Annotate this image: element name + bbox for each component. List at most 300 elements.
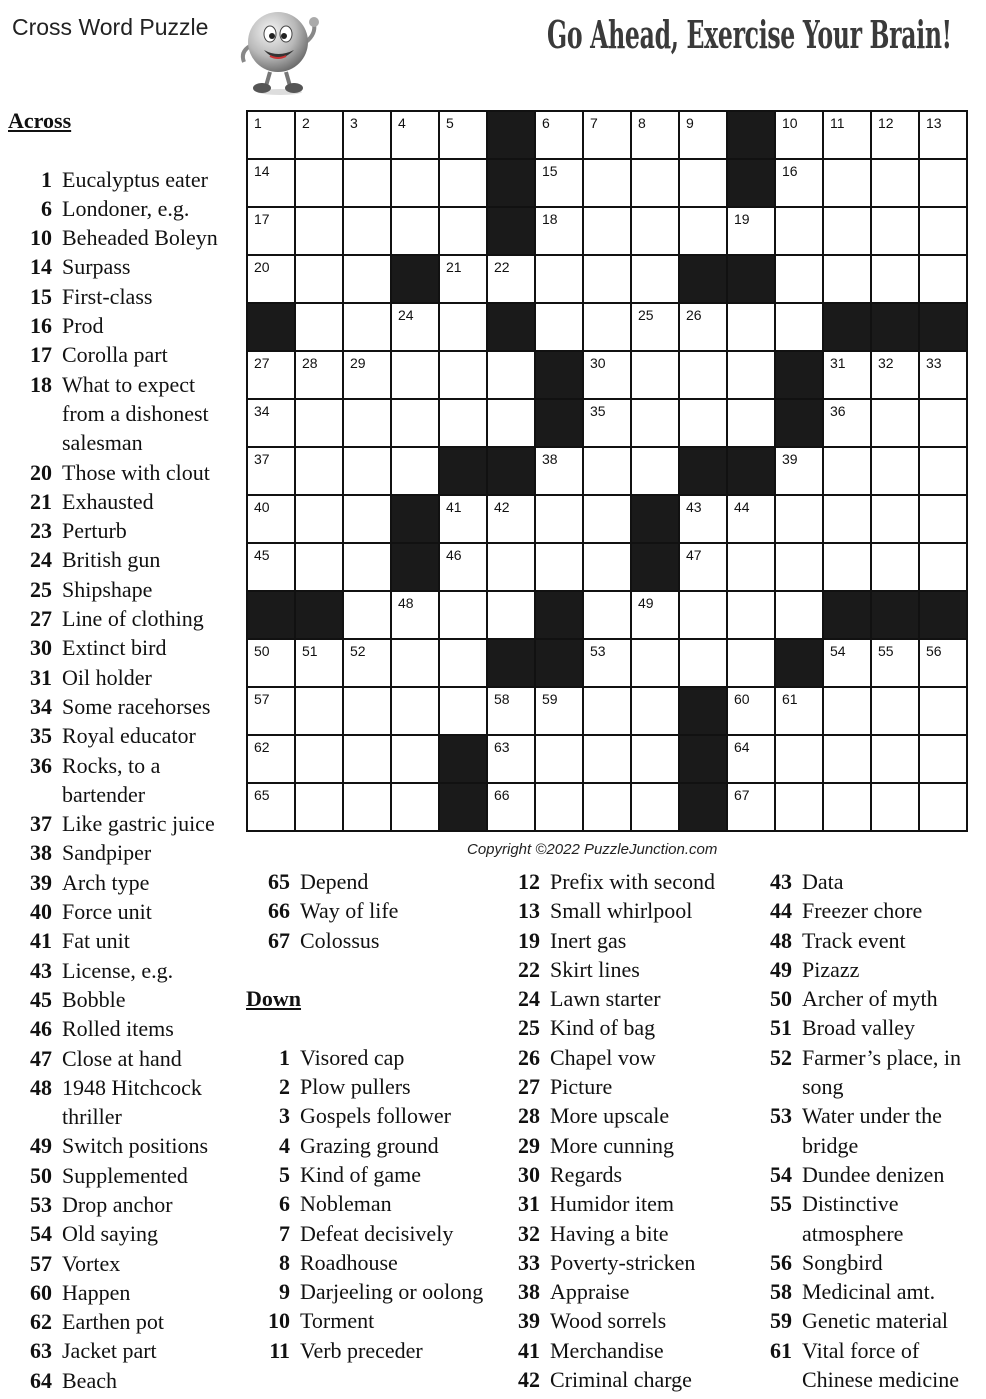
clue-item	[496, 1043, 746, 1072]
grid-cell[interactable]	[776, 688, 822, 734]
grid-cell[interactable]	[680, 592, 726, 638]
grid-cell[interactable]	[392, 736, 438, 782]
grid-cell[interactable]	[344, 736, 390, 782]
grid-cell[interactable]	[920, 496, 966, 542]
clue-item	[496, 1219, 746, 1248]
grid-cell[interactable]	[392, 688, 438, 734]
grid-cell[interactable]	[824, 544, 870, 590]
grid-cell[interactable]	[344, 640, 390, 686]
grid-cell[interactable]	[248, 496, 294, 542]
grid-cell[interactable]	[920, 448, 966, 494]
grid-cell[interactable]	[824, 448, 870, 494]
grid-cell[interactable]	[584, 400, 630, 446]
grid-cell[interactable]	[296, 496, 342, 542]
grid-cell[interactable]	[776, 544, 822, 590]
grid-cell[interactable]	[584, 592, 630, 638]
clue-number: 61	[770, 1337, 792, 1363]
clue-item	[496, 1160, 746, 1189]
clue-item	[8, 868, 238, 897]
grid-cell[interactable]	[824, 352, 870, 398]
cell-number: 65	[254, 787, 270, 803]
grid-cell[interactable]	[872, 256, 918, 302]
grid-cell[interactable]	[584, 496, 630, 542]
cell-number: 53	[590, 643, 606, 659]
black-square	[824, 304, 870, 350]
grid-cell[interactable]	[536, 256, 582, 302]
grid-cell[interactable]	[872, 400, 918, 446]
grid-cell[interactable]	[536, 496, 582, 542]
grid-cell[interactable]	[296, 304, 342, 350]
grid-cell[interactable]	[824, 400, 870, 446]
grid-cell[interactable]	[920, 208, 966, 254]
grid-cell[interactable]	[440, 544, 486, 590]
clue-number: 51	[770, 1015, 792, 1041]
grid-cell[interactable]	[920, 544, 966, 590]
grid-cell[interactable]	[344, 352, 390, 398]
grid-cell[interactable]	[536, 160, 582, 206]
clue-text: Nobleman	[300, 1191, 392, 1217]
clue-column-1	[8, 106, 238, 1395]
grid-cell[interactable]	[296, 352, 342, 398]
clue-item	[8, 1073, 238, 1132]
grid-cell[interactable]	[344, 784, 390, 830]
grid-cell[interactable]	[296, 400, 342, 446]
grid-cell[interactable]	[872, 160, 918, 206]
grid-cell[interactable]	[488, 544, 534, 590]
grid-cell[interactable]	[584, 688, 630, 734]
clue-number: 1	[279, 1044, 290, 1070]
clue-number: 14	[30, 254, 52, 280]
clue-text: Defeat decisively	[300, 1220, 454, 1246]
grid-cell[interactable]	[632, 304, 678, 350]
grid-cell[interactable]	[776, 208, 822, 254]
clue-number: 38	[30, 840, 52, 866]
grid-cell[interactable]	[680, 400, 726, 446]
grid-cell[interactable]	[920, 352, 966, 398]
cell-number: 21	[446, 259, 462, 275]
clue-item	[246, 1248, 486, 1277]
clue-text: Broad valley	[802, 1015, 916, 1041]
clue-number: 58	[770, 1279, 792, 1305]
grid-cell[interactable]	[536, 736, 582, 782]
grid-cell[interactable]	[776, 304, 822, 350]
grid-cell[interactable]	[392, 400, 438, 446]
grid-cell[interactable]	[680, 112, 726, 158]
grid-cell[interactable]	[584, 544, 630, 590]
clue-item	[8, 282, 238, 311]
clue-item	[8, 1131, 238, 1160]
grid-cell[interactable]	[824, 688, 870, 734]
grid-cell[interactable]	[872, 496, 918, 542]
clue-number: 39	[518, 1308, 540, 1334]
clue-item	[748, 955, 980, 984]
clue-number: 65	[268, 869, 290, 894]
clue-item	[748, 1101, 980, 1160]
grid-cell[interactable]	[440, 592, 486, 638]
cell-number: 22	[494, 259, 510, 275]
grid-cell[interactable]	[488, 496, 534, 542]
grid-cell[interactable]	[872, 736, 918, 782]
clue-item	[8, 340, 238, 369]
clue-number: 22	[518, 956, 540, 982]
grid-cell[interactable]	[248, 160, 294, 206]
clue-text: Rolled items	[62, 1016, 174, 1042]
clue-item	[8, 633, 238, 662]
grid-cell[interactable]	[296, 112, 342, 158]
clue-number: 30	[30, 635, 52, 661]
grid-cell[interactable]	[392, 640, 438, 686]
black-square	[536, 352, 582, 398]
grid-cell[interactable]	[632, 160, 678, 206]
cell-number: 20	[254, 259, 270, 275]
grid-cell[interactable]	[584, 640, 630, 686]
grid-cell[interactable]	[680, 352, 726, 398]
grid-cell[interactable]	[728, 352, 774, 398]
clue-number: 54	[770, 1161, 792, 1187]
grid-cell[interactable]	[584, 208, 630, 254]
grid-cell[interactable]	[296, 256, 342, 302]
clue-item	[8, 1161, 238, 1190]
grid-cell[interactable]	[632, 688, 678, 734]
grid-cell[interactable]	[728, 688, 774, 734]
grid-cell[interactable]	[776, 160, 822, 206]
grid-cell[interactable]	[872, 640, 918, 686]
grid-cell[interactable]	[632, 592, 678, 638]
grid-cell[interactable]	[728, 640, 774, 686]
grid-cell[interactable]	[344, 256, 390, 302]
grid-cell[interactable]	[872, 448, 918, 494]
grid-cell[interactable]	[728, 400, 774, 446]
grid-cell[interactable]	[824, 496, 870, 542]
grid-cell[interactable]	[680, 544, 726, 590]
clue-item	[748, 1160, 980, 1189]
grid-cell[interactable]	[392, 304, 438, 350]
cell-number: 13	[926, 115, 942, 131]
grid-cell[interactable]	[920, 688, 966, 734]
clue-text: Some racehorses	[62, 693, 211, 719]
grid-cell[interactable]	[296, 208, 342, 254]
clue-item	[496, 1365, 746, 1394]
clue-text: Colossus	[300, 927, 380, 953]
clue-number: 41	[30, 928, 52, 954]
clue-text: Poverty-stricken	[550, 1249, 696, 1275]
clue-number: 32	[518, 1220, 540, 1246]
grid-cell[interactable]	[536, 784, 582, 830]
cell-number: 35	[590, 403, 606, 419]
grid-cell[interactable]	[632, 640, 678, 686]
grid-cell[interactable]	[248, 736, 294, 782]
clue-text: Criminal charge	[550, 1367, 692, 1393]
grid-cell[interactable]	[632, 736, 678, 782]
clue-number: 56	[770, 1249, 792, 1275]
cell-number: 59	[542, 691, 558, 707]
clue-text: Vital force of Chinese medicine	[802, 1337, 960, 1393]
grid-cell[interactable]	[776, 256, 822, 302]
grid-cell[interactable]	[680, 304, 726, 350]
cell-number: 3	[350, 115, 358, 131]
clue-item	[8, 1044, 238, 1073]
clue-item	[496, 867, 746, 896]
grid-cell[interactable]	[392, 592, 438, 638]
cell-number: 64	[734, 739, 750, 755]
grid-cell[interactable]	[440, 256, 486, 302]
clue-column-2	[246, 867, 486, 1365]
grid-cell[interactable]	[776, 496, 822, 542]
cell-number: 24	[398, 307, 414, 323]
clue-item	[496, 1131, 746, 1160]
clue-number: 41	[518, 1337, 540, 1363]
clue-item	[8, 1278, 238, 1307]
grid-cell[interactable]	[872, 352, 918, 398]
cell-number: 39	[782, 451, 798, 467]
clue-number: 27	[30, 606, 52, 632]
grid-cell[interactable]	[728, 496, 774, 542]
grid-cell[interactable]	[440, 304, 486, 350]
grid-cell[interactable]	[728, 592, 774, 638]
cell-number: 4	[398, 115, 406, 131]
clue-number: 21	[30, 488, 52, 514]
cell-number: 7	[590, 115, 598, 131]
grid-cell[interactable]	[680, 160, 726, 206]
grid-cell[interactable]	[296, 688, 342, 734]
grid-cell[interactable]	[728, 784, 774, 830]
grid-cell[interactable]	[920, 784, 966, 830]
grid-cell[interactable]	[296, 544, 342, 590]
grid-cell[interactable]	[824, 256, 870, 302]
grid-cell[interactable]	[920, 256, 966, 302]
grid-cell[interactable]	[296, 160, 342, 206]
grid-cell[interactable]	[536, 448, 582, 494]
grid-cell[interactable]	[440, 208, 486, 254]
clue-number: 67	[268, 927, 290, 953]
grid-cell[interactable]	[248, 400, 294, 446]
grid-cell[interactable]	[872, 544, 918, 590]
grid-cell[interactable]	[776, 448, 822, 494]
grid-cell[interactable]	[248, 112, 294, 158]
grid-cell[interactable]	[344, 304, 390, 350]
black-square	[536, 640, 582, 686]
clue-item	[8, 252, 238, 281]
clue-text: Wood sorrels	[550, 1308, 667, 1334]
black-square	[680, 256, 726, 302]
grid-cell[interactable]	[488, 256, 534, 302]
grid-cell[interactable]	[728, 736, 774, 782]
grid-cell[interactable]	[344, 448, 390, 494]
grid-cell[interactable]	[824, 208, 870, 254]
cell-number: 42	[494, 499, 510, 515]
clue-number: 53	[30, 1191, 52, 1217]
grid-cell[interactable]	[440, 640, 486, 686]
grid-cell[interactable]	[488, 688, 534, 734]
grid-cell[interactable]	[776, 592, 822, 638]
grid-cell[interactable]	[632, 208, 678, 254]
grid-cell[interactable]	[344, 496, 390, 542]
across-heading: Across	[8, 108, 72, 133]
grid-cell[interactable]	[392, 352, 438, 398]
clue-number: 43	[30, 957, 52, 983]
grid-cell[interactable]	[248, 256, 294, 302]
clue-number: 24	[30, 547, 52, 573]
grid-cell[interactable]	[344, 208, 390, 254]
grid-cell[interactable]	[536, 208, 582, 254]
grid-cell[interactable]	[824, 112, 870, 158]
cell-number: 34	[254, 403, 270, 419]
cell-number: 11	[830, 115, 845, 131]
grid-cell[interactable]	[632, 352, 678, 398]
grid-cell[interactable]	[584, 784, 630, 830]
grid-cell[interactable]	[776, 784, 822, 830]
clue-text: Verb preceder	[300, 1337, 423, 1363]
grid-cell[interactable]	[392, 160, 438, 206]
grid-cell[interactable]	[824, 736, 870, 782]
grid-cell[interactable]	[440, 400, 486, 446]
grid-cell[interactable]	[584, 736, 630, 782]
clue-item	[496, 1277, 746, 1306]
grid-cell[interactable]	[584, 256, 630, 302]
grid-cell[interactable]	[440, 496, 486, 542]
clue-number: 34	[30, 693, 52, 719]
grid-cell[interactable]	[440, 688, 486, 734]
grid-cell[interactable]	[872, 112, 918, 158]
clue-item	[748, 1043, 980, 1102]
grid-cell[interactable]	[440, 112, 486, 158]
grid-cell[interactable]	[680, 208, 726, 254]
grid-cell[interactable]	[920, 736, 966, 782]
grid-cell[interactable]	[344, 400, 390, 446]
cell-number: 41	[446, 499, 462, 515]
grid-cell[interactable]	[584, 304, 630, 350]
grid-cell[interactable]	[248, 448, 294, 494]
clue-number: 16	[30, 313, 52, 339]
cell-number: 1	[254, 115, 262, 131]
grid-cell[interactable]	[920, 640, 966, 686]
grid-cell[interactable]	[488, 736, 534, 782]
clue-item	[496, 926, 746, 955]
grid-cell[interactable]	[872, 688, 918, 734]
grid-cell[interactable]	[824, 784, 870, 830]
cell-number: 60	[734, 691, 750, 707]
grid-cell[interactable]	[296, 448, 342, 494]
grid-cell[interactable]	[392, 112, 438, 158]
grid-cell[interactable]	[680, 640, 726, 686]
grid-cell[interactable]	[344, 688, 390, 734]
grid-cell[interactable]	[920, 400, 966, 446]
grid-cell[interactable]	[728, 208, 774, 254]
clue-number: 50	[770, 986, 792, 1012]
grid-cell[interactable]	[248, 208, 294, 254]
grid-cell[interactable]	[488, 592, 534, 638]
grid-cell[interactable]	[248, 784, 294, 830]
grid-cell[interactable]	[296, 784, 342, 830]
clue-text: Picture	[550, 1074, 613, 1100]
clue-item	[246, 1189, 486, 1218]
clue-item	[496, 1101, 746, 1130]
clue-number: 7	[279, 1220, 290, 1246]
grid-cell[interactable]	[632, 400, 678, 446]
clue-item	[496, 1072, 746, 1101]
black-square	[680, 736, 726, 782]
grid-cell[interactable]	[536, 304, 582, 350]
grid-cell[interactable]	[680, 496, 726, 542]
grid-cell[interactable]	[248, 352, 294, 398]
clue-text: Close at hand	[62, 1045, 182, 1071]
grid-cell[interactable]	[632, 112, 678, 158]
grid-cell[interactable]	[776, 112, 822, 158]
grid-cell[interactable]	[440, 352, 486, 398]
clue-number: 36	[30, 752, 52, 778]
grid-cell[interactable]	[584, 112, 630, 158]
grid-cell[interactable]	[440, 160, 486, 206]
clue-text: Visored cap	[300, 1044, 405, 1070]
grid-cell[interactable]	[392, 448, 438, 494]
grid-cell[interactable]	[584, 352, 630, 398]
clue-text: Having a bite	[550, 1220, 669, 1246]
grid-cell[interactable]	[728, 304, 774, 350]
black-square	[872, 592, 918, 638]
grid-cell[interactable]	[632, 448, 678, 494]
grid-cell[interactable]	[296, 736, 342, 782]
clue-item	[8, 458, 238, 487]
clue-item	[748, 1189, 980, 1248]
clue-number: 30	[518, 1161, 540, 1187]
grid-cell[interactable]	[824, 160, 870, 206]
grid-cell[interactable]	[392, 784, 438, 830]
grid-cell[interactable]	[920, 112, 966, 158]
clue-number: 3	[279, 1103, 290, 1129]
grid-cell[interactable]	[248, 640, 294, 686]
clue-text: Medicinal amt.	[802, 1279, 936, 1305]
grid-cell[interactable]	[536, 112, 582, 158]
grid-cell[interactable]	[584, 448, 630, 494]
grid-cell[interactable]	[344, 592, 390, 638]
clue-number: 19	[518, 927, 540, 953]
clue-item	[8, 575, 238, 604]
grid-cell[interactable]	[872, 784, 918, 830]
clue-text: Genetic material	[802, 1308, 948, 1334]
grid-cell[interactable]	[488, 400, 534, 446]
grid-cell[interactable]	[824, 640, 870, 686]
grid-cell[interactable]	[584, 160, 630, 206]
grid-cell[interactable]	[776, 736, 822, 782]
clue-text: Dundee denizen	[802, 1161, 945, 1187]
grid-cell[interactable]	[248, 544, 294, 590]
clue-text: Humidor item	[550, 1191, 675, 1217]
grid-cell[interactable]	[920, 160, 966, 206]
grid-cell[interactable]	[392, 208, 438, 254]
cell-number: 2	[302, 115, 310, 131]
grid-cell[interactable]	[728, 544, 774, 590]
clue-item	[8, 516, 238, 545]
grid-cell[interactable]	[296, 640, 342, 686]
grid-cell[interactable]	[344, 544, 390, 590]
grid-cell[interactable]	[536, 544, 582, 590]
grid-cell[interactable]	[536, 688, 582, 734]
cell-number: 16	[782, 163, 798, 179]
black-square	[488, 304, 534, 350]
crossword-grid	[246, 110, 968, 832]
grid-cell[interactable]	[872, 208, 918, 254]
grid-cell[interactable]	[488, 352, 534, 398]
grid-cell[interactable]	[632, 784, 678, 830]
grid-cell[interactable]	[344, 112, 390, 158]
spacer	[8, 135, 238, 164]
grid-cell[interactable]	[632, 256, 678, 302]
grid-cell[interactable]	[488, 784, 534, 830]
clue-item	[496, 1248, 746, 1277]
grid-cell[interactable]	[248, 688, 294, 734]
cell-number: 48	[398, 595, 414, 611]
grid-cell[interactable]	[344, 160, 390, 206]
